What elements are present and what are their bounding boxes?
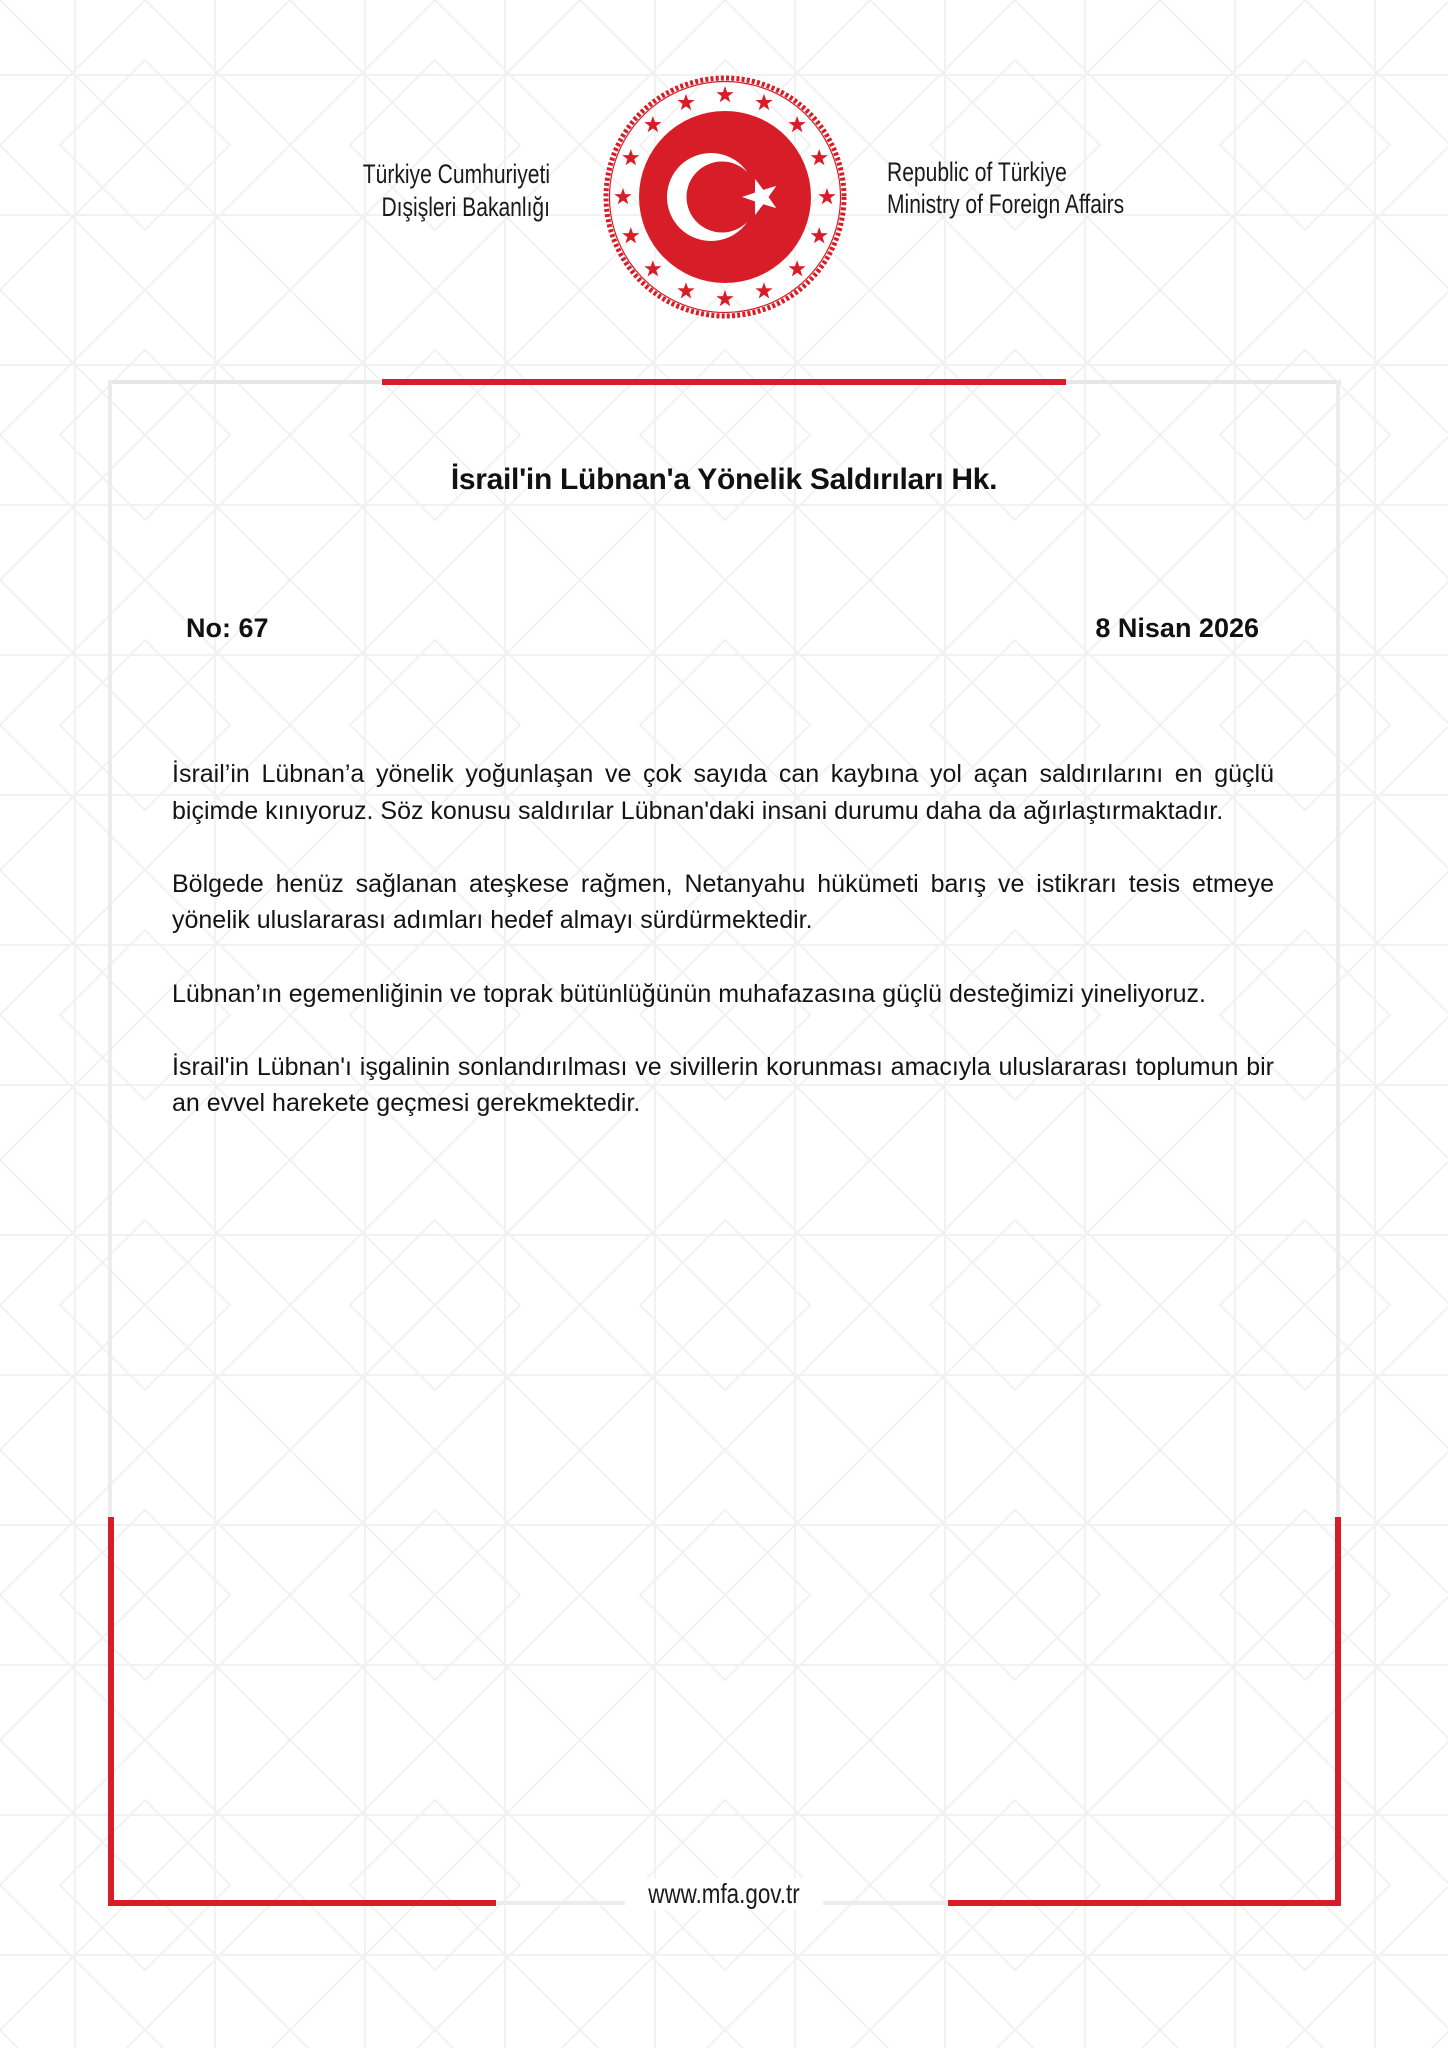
website-link[interactable]: www.mfa.gov.tr bbox=[625, 1878, 823, 1910]
statement-number: No: 67 bbox=[186, 613, 269, 643]
paragraph: Bölgede henüz sağlanan ateşkese rağmen, Netanyahu hükümeti barış ve istikrarı tesis etmeye yönelik uluslararası adımları hedef almayı sürdürmektedir. bbox=[172, 869, 1274, 935]
statement-date: 8 Nisan 2026 bbox=[1095, 613, 1259, 643]
red-accent-bottom-left bbox=[108, 1900, 496, 1906]
red-accent-top bbox=[382, 379, 1066, 385]
ministry-name-english bbox=[887, 156, 1168, 220]
paragraph: Lübnan’ın egemenliğinin ve toprak bütünlüğünün muhafazasına güçlü desteğimizi yineliyoruz. bbox=[172, 979, 1206, 1008]
red-accent-bottom-right bbox=[948, 1900, 1341, 1906]
red-accent-right bbox=[1335, 1517, 1341, 1906]
ministry-emblem-icon bbox=[601, 73, 849, 321]
statement-body bbox=[172, 756, 1274, 1159]
frame-border-right bbox=[1336, 380, 1340, 1517]
red-accent-left bbox=[108, 1517, 114, 1906]
header-right-line2: Ministry of Foreign Affairs bbox=[887, 189, 1125, 219]
document-title: İsrail'in Lübnan'a Yönelik Saldırıları Hk. bbox=[450, 463, 998, 496]
header-left-line1: Türkiye Cumhuriyeti bbox=[362, 159, 550, 189]
paragraph: İsrail'in Lübnan'ı işgalinin sonlandırılması ve sivillerin korunması amacıyla uluslararası toplumun bir an evvel harekete geçmesi gerekmektedir. bbox=[172, 1052, 1274, 1118]
header-left-line2: Dışişleri Bakanlığı bbox=[381, 192, 550, 222]
header-right-line1: Republic of Türkiye bbox=[887, 157, 1067, 187]
ministry-name-turkish bbox=[355, 158, 550, 224]
frame-border-left bbox=[108, 380, 112, 1517]
paragraph: İsrail’in Lübnan’a yönelik yoğunlaşan ve çok sayıda can kaybına yol açan saldırılarını en güçlü biçimde kınıyoruz. Söz konusu saldırılar Lübnan'daki insani durumu daha da ağırlaştırmaktadır. bbox=[172, 760, 1274, 825]
